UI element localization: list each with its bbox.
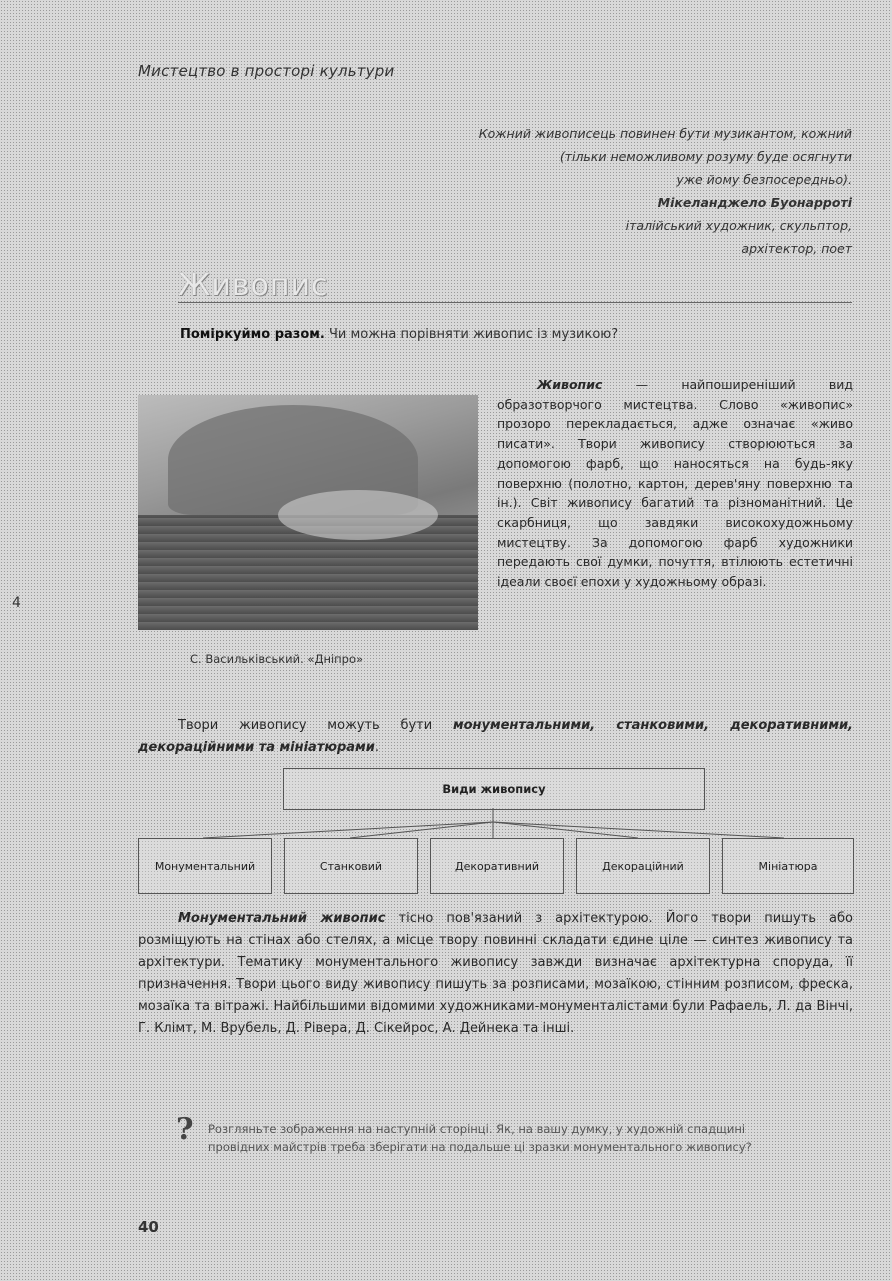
section-title: Живопис xyxy=(178,268,329,303)
epigraph-line: уже йому безпосередньо). xyxy=(676,172,852,187)
epigraph-author-role: архітектор, поет xyxy=(741,241,852,256)
intro-lead: Поміркуймо разом. xyxy=(180,327,325,342)
monumental-body: тісно пов'язаний з архітектурою. Його твори пишуть або розміщують на стінах або стелях, а місце твору повинні складати єдине ціле — синтез живопису та архітектури. Тематику монументального живопису завжди визначає архітектурна споруда, її призначення. Твори цього виду живопису пишуть за розписами, мозаїкою, стінним розписом, фреска, мозаїка та вітражі. Найбільшими відомими художниками-монументалістами були Рафаель, Л. да Вінчі, Г. Клімт, М. Врубель, Д. Рівера, Д. Сікейрос, А. Дейнека та інші. xyxy=(138,911,853,1036)
painting-mist xyxy=(278,490,438,540)
running-head: Мистецтво в просторі культури xyxy=(138,62,395,80)
types-prefix: Твори живопису можуть бути xyxy=(178,718,433,733)
types-paragraph xyxy=(138,715,853,759)
monumental-paragraph xyxy=(138,908,853,1040)
diagram-root-box: Види живопису xyxy=(283,768,705,810)
epigraph-author-role: італійський художник, скульптор, xyxy=(625,218,852,233)
painting-illustration xyxy=(138,395,478,630)
monumental-term: Монументальний живопис xyxy=(178,911,386,926)
epigraph-author: Мікеланджело Буонарроті xyxy=(657,195,852,210)
types-inline: монументальними, станковими, декоративними, декораційними та мініатюрами xyxy=(138,718,853,755)
epigraph xyxy=(420,122,852,260)
intro-prompt xyxy=(180,327,860,342)
question-icon: ? xyxy=(176,1112,194,1147)
intro-text: Чи можна порівняти живопис із музикою? xyxy=(328,327,619,342)
epigraph-line: (тільки неможливому розуму буде осягнути xyxy=(559,149,852,164)
diagram-box-miniature: Мініатюра xyxy=(722,838,854,894)
diagram-connectors xyxy=(138,808,853,840)
diagram-box-decorative: Декоративний xyxy=(430,838,564,894)
diagram-box-scenic: Декораційний xyxy=(576,838,710,894)
definition-paragraph xyxy=(497,375,853,592)
figure-caption: С. Васильківський. «Дніпро» xyxy=(190,652,364,666)
margin-mark: 4 xyxy=(12,595,21,611)
diagram-box-monumental: Монументальний xyxy=(138,838,272,894)
epigraph-line: Кожний живописець повинен бути музикантом, кожний xyxy=(478,126,852,141)
diagram-box-easel: Станковий xyxy=(284,838,418,894)
title-divider xyxy=(178,302,852,303)
types-suffix: . xyxy=(374,740,379,755)
review-question: Розгляньте зображення на наступній сторінці. Як, на вашу думку, у художній спадщині провідних майстрів треба зберігати на подальше ці зразки монументального живопису? xyxy=(208,1122,752,1154)
definition-body: — найпоширеніший вид образотворчого мистецтва. Слово «живопис» прозоро перекладається, адже означає «живо писати». Твори живопису створюються за допомогою фарб, що наносяться на будь-яку поверхню (полотно, картон, дерев'яну поверхню та ін.). Світ живопису багатий та різноманітний. Це скарбниця, що завдяки високохудожньому мистецтву. За допомогою фарб художники передають свої думки, почуття, втілюють естетичні ідеали своєї епохи у художньому образі. xyxy=(497,377,853,590)
page-number: 40 xyxy=(138,1218,159,1236)
definition-term: Живопис xyxy=(537,377,603,392)
